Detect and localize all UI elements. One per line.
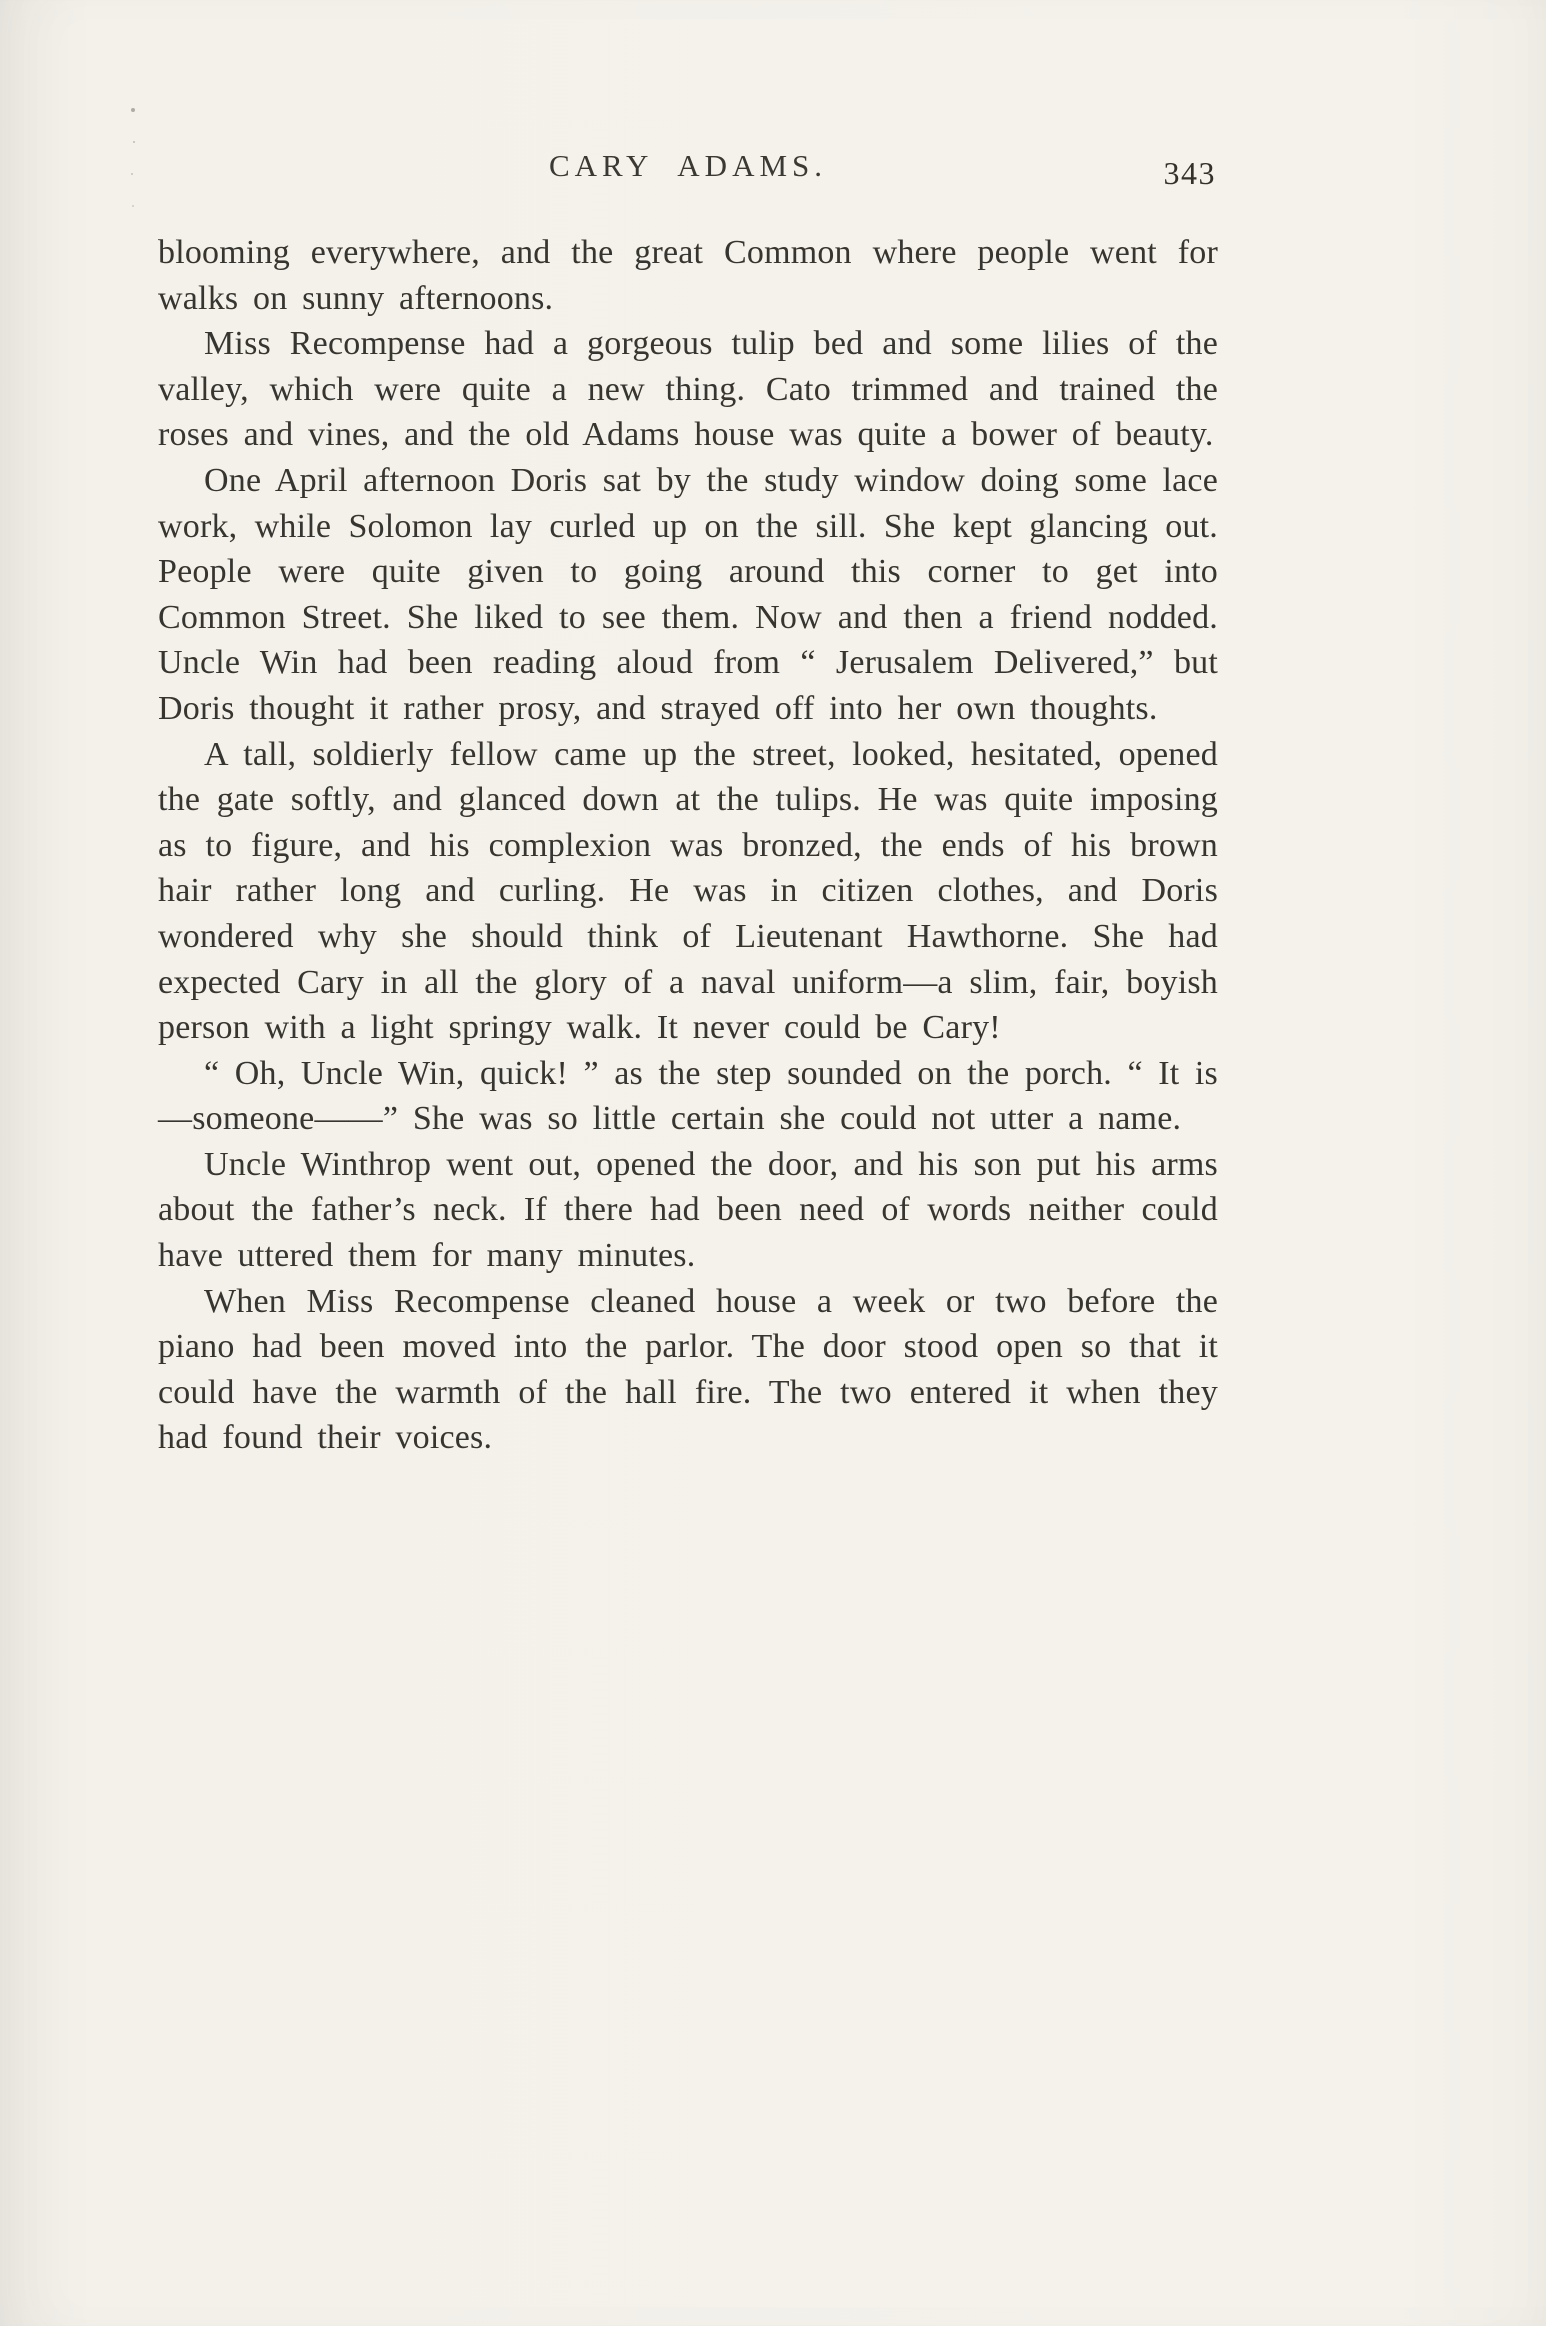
page-number: 343 [1163,155,1216,191]
paragraph-dialogue: “ Oh, Uncle Win, quick! ” as the step sounded on the porch. “ It is—someone——” She was so little certain she could not utter a name. [158,1054,1218,1138]
paragraph: One April afternoon Doris sat by the study window doing some lace work, while Solomon lay curled up on the sill. She kept glancing out. People were quite given to going around this corner to get into Common Street. She liked to see them. Now and then a friend nodded. Uncle Win had been reading aloud from “ Jerusalem Delivered,” but Doris thought it rather prosy, and strayed off into her own thoughts. [158,461,1218,727]
page-header [158,148,1218,196]
running-title: CARY ADAMS. [548,148,828,183]
paragraph: A tall, soldierly fellow came up the street, looked, hesitated, opened the gate softly, and glanced down at the tulips. He was quite imposing as to figure, and his complexion was bronzed, the ends of his brown hair rather long and curling. He was in citizen clothes, and Doris wondered why she should think of Lieutenant Hawthorne. She had expected Cary in all the glory of a naval uniform—a slim, fair, boyish person with a light springy walk. It never could be Cary! [158,735,1218,1047]
paragraph: Uncle Winthrop went out, opened the door, and his son put his arms about the father’s neck. If there had been need of words neither could have uttered them for many minutes. [158,1145,1218,1275]
scan-speckle-marks [131,108,135,112]
paragraph: Miss Recompense had a gorgeous tulip bed and some lilies of the valley, which were quite a new thing. Cato trimmed and trained the roses and vines, and the old Adams house was quite a bower of beauty. [158,325,1218,454]
paragraph-continuation: blooming everywhere, and the great Common where people went for walks on sunny afternoons. [158,234,1218,317]
paragraph: When Miss Recompense cleaned house a week or two before the piano had been moved into the parlor. The door stood open so that it could have the warmth of the hall fire. The two entered it when they had found their voices. [158,1282,1218,1457]
text-block [158,230,1218,1461]
